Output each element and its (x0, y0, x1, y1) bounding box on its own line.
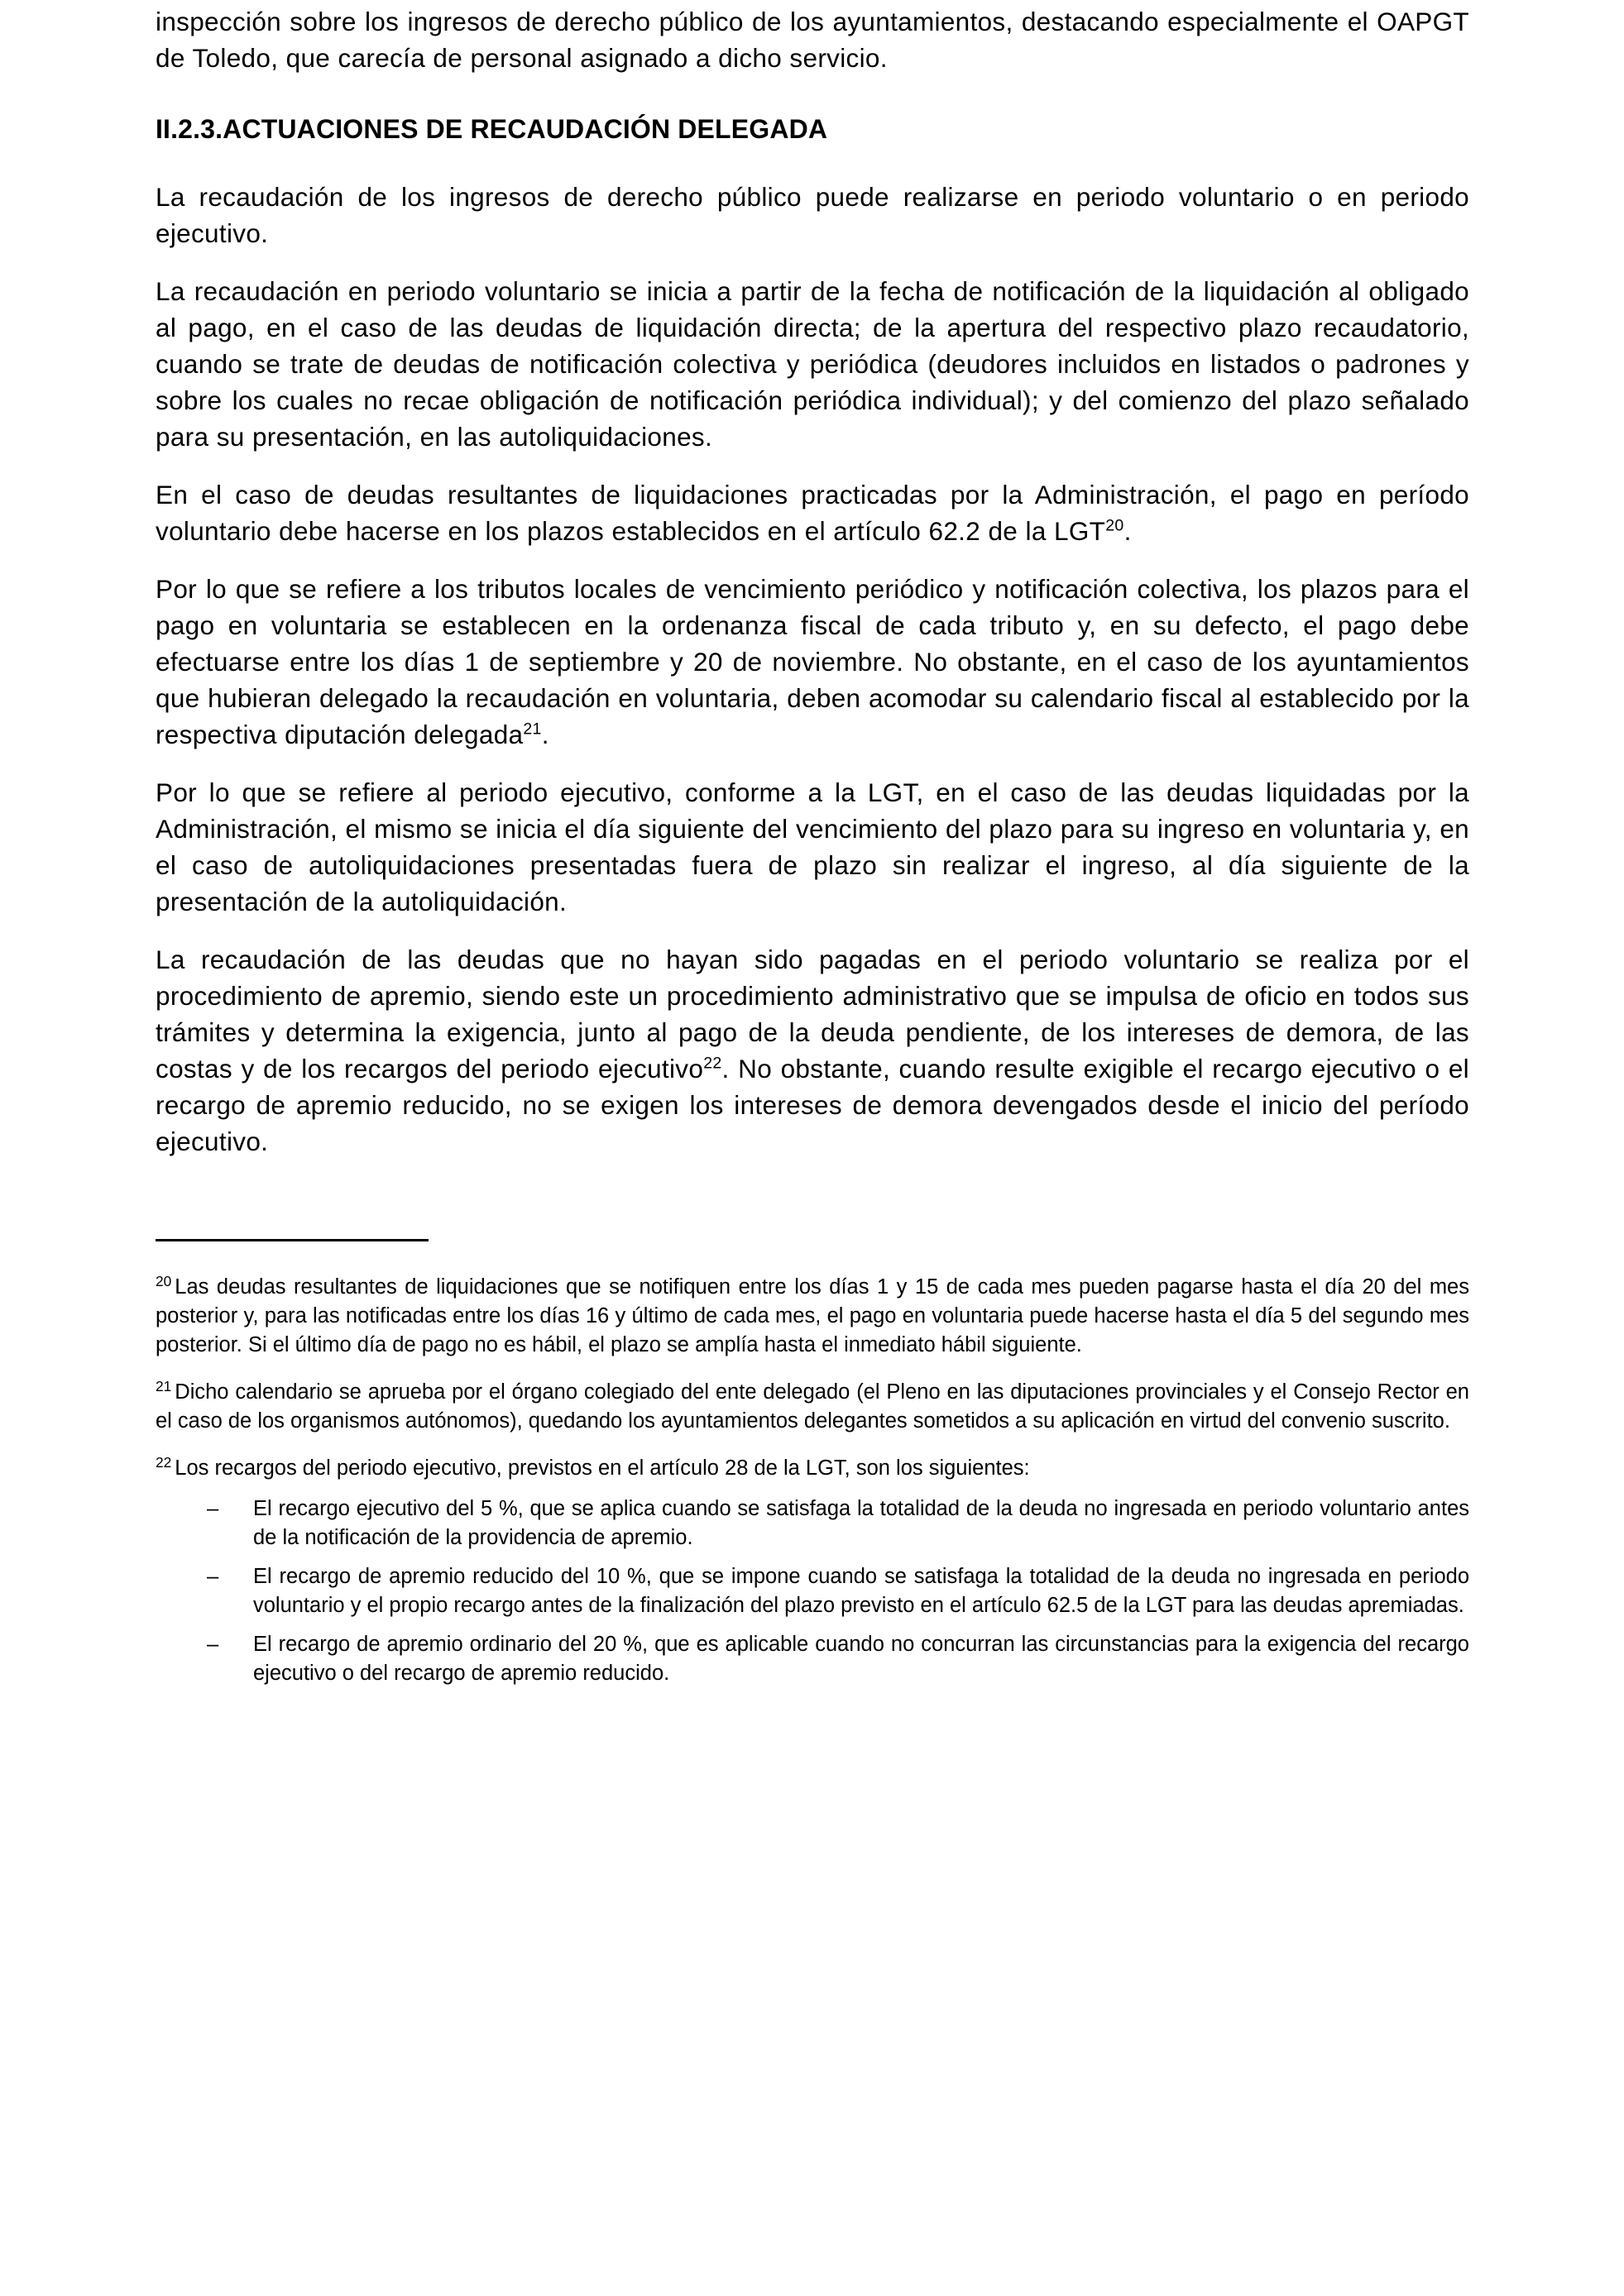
section-number: II.2.3. (156, 114, 223, 144)
paragraph-6-tail: . No obstante, cuando resulte exigible el recargo ejecutivo o el recargo de apremio reducido, no se exigen los intereses de demora devengados desde el inicio del período ejecutivo. (156, 1054, 1469, 1156)
list-item-text: El recargo de apremio ordinario del 20 %, que es aplicable cuando no concurran las circunstancias para la exigencia del recargo ejecutivo o del recargo de apremio reducido. (253, 1633, 1469, 1685)
list-item-text: El recargo ejecutivo del 5 %, que se aplica cuando se satisfaga la totalidad de la deuda no ingresada en periodo voluntario antes de la notificación de la providencia de apremio. (253, 1497, 1469, 1549)
footnote-ref-22[interactable]: 22 (703, 1054, 722, 1073)
footnote-22-text: Los recargos del periodo ejecutivo, previstos en el artículo 28 de la LGT, son los siguientes: (175, 1457, 1030, 1480)
list-item (156, 1630, 1469, 1688)
paragraph-3-tail: . (1123, 516, 1132, 546)
page-content (156, 0, 1469, 1181)
footnote-20 (156, 1273, 1469, 1360)
paragraph-1: La recaudación de los ingresos de derecho público puede realizarse en periodo voluntario o en periodo ejecutivo. (156, 182, 1469, 248)
footnote-21-marker: 21 (156, 1377, 172, 1394)
footnote-20-text: Las deudas resultantes de liquidaciones que se notifiquen entre los días 1 y 15 de cada mes pueden pagarse hasta el día 20 del mes posterior y, para las notificadas entre los días 16 y último de cada mes, el pago en voluntaria puede hacerse hasta el día 5 del segundo mes posterior. Si el último día de pago no es hábil, el plazo se amplía hasta el inmediato hábil siguiente. (156, 1275, 1469, 1356)
bullet-dash-icon: – (207, 1633, 219, 1656)
list-item (156, 1495, 1469, 1552)
bullet-dash-icon: – (207, 1497, 219, 1520)
footnote-21 (156, 1378, 1469, 1436)
continued-paragraph: inspección sobre los ingresos de derecho público de los ayuntamientos, destacando especialmente el OAPGT de Toledo, que carecía de personal asignado a dicho servicio. (156, 7, 1469, 73)
footnote-21-text: Dicho calendario se aprueba por el órgano colegiado del ente delegado (el Pleno en las diputaciones provinciales y el Consejo Rector en el caso de los organismos autónomos), quedando los ayuntamientos delegantes sometidos a su aplicación en virtud del convenio suscrito. (156, 1380, 1469, 1433)
footnote-22-marker: 22 (156, 1453, 172, 1471)
paragraph-2: La recaudación en periodo voluntario se inicia a partir de la fecha de notificación de la liquidación al obligado al pago, en el caso de las deudas de liquidación directa; de la apertura del respectivo plazo recaudatorio, cuando se trate de deudas de notificación colectiva y periódica (deudores incluidos en listados o padrones y sobre los cuales no recae obligación de notificación periódica individual); y del comienzo del plazo señalado para su presentación, en las autoliquidaciones. (156, 276, 1469, 452)
footnote-20-marker: 20 (156, 1272, 172, 1289)
paragraph-4 (156, 571, 1469, 753)
footnote-ref-21[interactable]: 21 (523, 720, 542, 739)
list-item-text: El recargo de apremio reducido del 10 %, que se impone cuando se satisfaga la totalidad de la deuda no ingresada en periodo voluntario y el propio recargo antes de la finalización del plazo previsto en el artículo 62.5 de la LGT para las deudas apremiadas. (253, 1565, 1469, 1617)
footnote-area (156, 1239, 1469, 1698)
footnote-ref-20[interactable]: 20 (1105, 516, 1124, 535)
paragraph-6 (156, 941, 1469, 1160)
section-heading (156, 112, 1469, 146)
paragraph-4-tail: . (541, 720, 549, 749)
paragraph-5: Por lo que se refiere al periodo ejecutivo, conforme a la LGT, en el caso de las deudas liquidadas por la Administración, el mismo se inicia el día siguiente del vencimiento del plazo para su ingreso en voluntaria y, en el caso de autoliquidaciones presentadas fuera de plazo sin realizar el ingreso, al día siguiente de la presentación de la autoliquidación. (156, 777, 1469, 916)
paragraph-4-text: Por lo que se refiere a los tributos locales de vencimiento periódico y notificación colectiva, los plazos para el pago en voluntaria se establecen en la ordenanza fiscal de cada tributo y, en su defecto, el pago debe efectuarse entre los días 1 de septiembre y 20 de noviembre. No obstante, en el caso de los ayuntamientos que hubieran delegado la recaudación en voluntaria, deben acomodar su calendario fiscal al establecido por la respectiva diputación delegada (156, 574, 1469, 749)
paragraph-3-text: En el caso de deudas resultantes de liquidaciones practicadas por la Administración, el pago en período voluntario debe hacerse en los plazos establecidos en el artículo 62.2 de la LGT (156, 480, 1469, 546)
bullet-dash-icon: – (207, 1565, 219, 1588)
list-item (156, 1562, 1469, 1620)
section-title: ACTUACIONES DE RECAUDACIÓN DELEGADA (223, 114, 828, 144)
footnote-22-list (156, 1495, 1469, 1688)
paragraph-3 (156, 476, 1469, 549)
footnote-separator-rule (156, 1239, 429, 1241)
paragraph-6-text: La recaudación de las deudas que no hayan sido pagadas en el periodo voluntario se realiza por el procedimiento de apremio, siendo este un procedimiento administrativo que se impulsa de oficio en todos sus trámites y determina la exigencia, junto al pago de la deuda pendiente, de los intereses de demora, de las costas y de los recargos del periodo ejecutivo (156, 945, 1469, 1083)
footnote-22 (156, 1454, 1469, 1483)
